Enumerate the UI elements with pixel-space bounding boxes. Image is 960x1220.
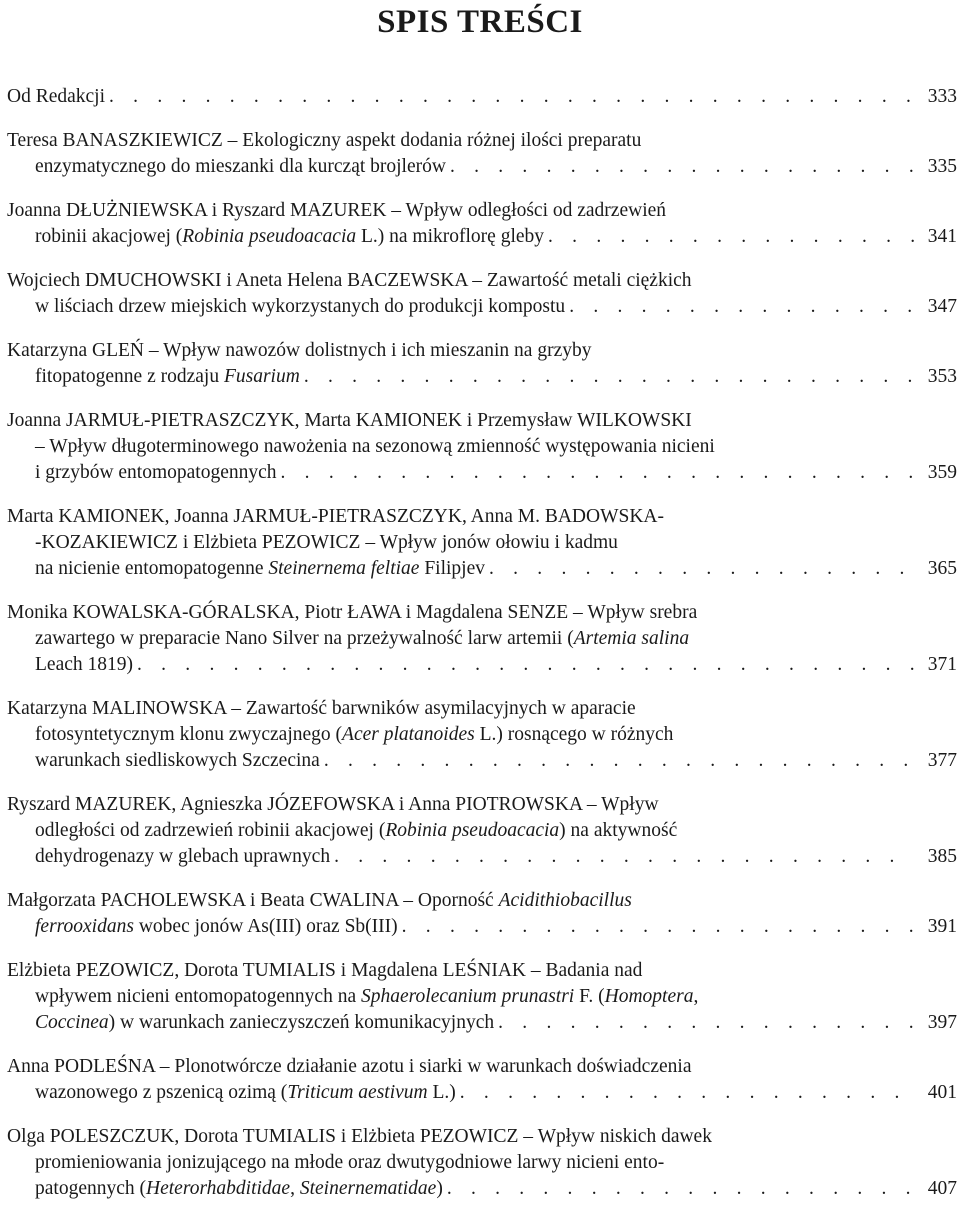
page-number: 353 [927,366,957,387]
toc-entry-text: warunkach siedliskowych Szczecina [35,750,320,771]
toc-entry[interactable] [7,128,957,180]
species-name: Coccinea [35,1012,109,1033]
toc-entry[interactable] [7,1124,957,1202]
toc-entry-last-line [7,1080,957,1106]
dot-leader [443,1176,915,1202]
dot-leader [398,914,915,940]
toc-entry-line: Elżbieta PEZOWICZ, Dorota TUMIALIS i Magdalena LEŚNIAK – Badania nad [7,960,643,981]
species-name: Fusarium [223,366,300,387]
toc-entry-last-line [7,460,957,486]
toc-entry-text: na nicienie entomopatogenne Steinernema feltiae Filipjev [35,558,485,579]
species-name: Heterorhabditidae [146,1178,291,1199]
dot-leader [446,154,915,180]
page-number: 377 [927,750,957,771]
toc-entry[interactable] [7,1054,957,1106]
page-number: 359 [927,462,957,483]
dot-leader [133,652,915,678]
dot-leader [320,748,915,774]
toc-entry-line: Teresa BANASZKIEWICZ – Ekologiczny aspekt dodania różnej ilości preparatu [7,130,642,151]
toc-entry-last-line [7,1176,957,1202]
toc-entry-line: – Wpływ długoterminowego nawożenia na sezonową zmienność występowania nicieni [35,436,715,457]
toc-entry-last-line [7,556,957,582]
toc-entry-text: i grzybów entomopatogennych [35,462,277,483]
toc-entry-line: odległości od zadrzewień robinii akacjowej (Robinia pseudoacacia) na aktywność [35,820,678,841]
page-number: 333 [927,86,957,107]
toc-entry-line: Małgorzata PACHOLEWSKA i Beata CWALINA – Oporność Acidithiobacillus [7,890,632,911]
toc-entry-text: enzymatycznego do mieszanki dla kurcząt brojlerów [35,156,446,177]
toc-entry[interactable] [7,268,957,320]
dot-leader [485,556,915,582]
page-number: 385 [927,846,957,867]
toc-entry-last-line [7,84,957,110]
toc-entry-line: Joanna JARMUŁ-PIETRASZCZYK, Marta KAMIONEK i Przemysław WILKOWSKI [7,410,692,431]
page-number: 401 [927,1082,957,1103]
toc-entry[interactable] [7,958,957,1036]
species-name: Triticum aestivum [287,1082,428,1103]
toc-entry-text: Leach 1819) [35,654,133,675]
toc-entry-last-line [7,154,957,180]
toc-entry-line: promieniowania jonizującego na młode oraz dwutygodniowe larwy nicieni ento- [35,1152,665,1173]
toc-entry[interactable] [7,338,957,390]
toc-entry-last-line [7,294,957,320]
toc-entry-last-line [7,1010,957,1036]
page-number: 335 [927,156,957,177]
toc-entry-line: Joanna DŁUŻNIEWSKA i Ryszard MAZUREK – Wpływ odległości od zadrzewień [7,200,667,221]
toc-entry-text: Od Redakcji [7,86,106,107]
page-number: 365 [927,558,957,579]
toc-entry-last-line [7,652,957,678]
toc-entry-last-line [7,844,957,870]
species-name: ferrooxidans [35,916,134,937]
dot-leader [494,1010,915,1036]
species-name: Artemia salina [573,628,690,649]
page-number: 391 [927,916,957,937]
toc-entry-line: zawartego w preparacie Nano Silver na przeżywalność larw artemii (Artemia salina [35,628,690,649]
table-of-contents [7,84,957,1220]
page-number: 347 [927,296,957,317]
species-name: Steinernematidae [299,1178,437,1199]
species-name: Steinernema feltiae [268,558,420,579]
toc-entry-text: patogennych (Heterorhabditidae, Steinernematidae) [35,1178,443,1199]
toc-entry-line: Marta KAMIONEK, Joanna JARMUŁ-PIETRASZCZYK, Anna M. BADOWSKA- [7,506,664,527]
species-name: Homoptera [604,986,694,1007]
toc-entry[interactable] [7,600,957,678]
toc-entry-text: wazonowego z pszenicą ozimą (Triticum aestivum L.) [35,1082,456,1103]
toc-entry-line: Anna PODLEŚNA – Plonotwórcze działanie azotu i siarki w warunkach doświadczenia [7,1056,692,1077]
toc-entry-line: wpływem nicieni entomopatogennych na Sphaerolecanium prunastri F. (Homoptera, [35,986,699,1007]
toc-entry-last-line [7,224,957,250]
toc-entry-text: robinii akacjowej (Robinia pseudoacacia L.) na mikroflorę gleby [35,226,545,247]
toc-entry-text: w liściach drzew miejskich wykorzystanych do produkcji kompostu [35,296,566,317]
species-name: Acer platanoides [342,724,475,745]
toc-entry[interactable] [7,408,957,486]
toc-entry-line: Monika KOWALSKA-GÓRALSKA, Piotr ŁAWA i Magdalena SENZE – Wpływ srebra [7,602,698,623]
toc-entry-text: dehydrogenazy w glebach uprawnych [35,846,331,867]
toc-entry-last-line [7,914,957,940]
dot-leader [105,84,915,110]
dot-leader [277,460,915,486]
page-number: 341 [927,226,957,247]
toc-entry[interactable] [7,84,957,110]
toc-entry-line: Katarzyna GLEŃ – Wpływ nawozów dolistnych i ich mieszanin na grzyby [7,340,592,361]
toc-entry[interactable] [7,504,957,582]
toc-entry-line: -KOZAKIEWICZ i Elżbieta PEZOWICZ – Wpływ jonów ołowiu i kadmu [35,532,618,553]
page-number: 397 [927,1012,957,1033]
dot-leader [544,224,915,250]
dot-leader [565,294,915,320]
toc-entry[interactable] [7,888,957,940]
page-number: 371 [927,654,957,675]
toc-entry-line: Wojciech DMUCHOWSKI i Aneta Helena BACZEWSKA – Zawartość metali ciężkich [7,270,692,291]
toc-entry-text: Coccinea) w warunkach zanieczyszczeń komunikacyjnych [35,1012,495,1033]
toc-entry-text: fitopatogenne z rodzaju Fusarium [35,366,300,387]
page-title: SPIS TREŚCI [377,4,583,40]
dot-leader [300,364,915,390]
toc-entry-line: Olga POLESZCZUK, Dorota TUMIALIS i Elżbieta PEZOWICZ – Wpływ niskich dawek [7,1126,712,1147]
toc-entry-last-line [7,364,957,390]
species-name: Sphaerolecanium prunastri [361,986,575,1007]
species-name: Robinia pseudoacacia [385,820,560,841]
toc-entry[interactable] [7,198,957,250]
toc-entry[interactable] [7,696,957,774]
dot-leader [330,844,915,870]
toc-entry[interactable] [7,792,957,870]
page-number: 407 [927,1178,957,1199]
species-name: Acidithiobacillus [498,890,632,911]
toc-entry-line: Katarzyna MALINOWSKA – Zawartość barwników asymilacyjnych w aparacie [7,698,636,719]
toc-entry-line: Ryszard MAZUREK, Agnieszka JÓZEFOWSKA i Anna PIOTROWSKA – Wpływ [7,794,659,815]
species-name: Robinia pseudoacacia [182,226,357,247]
toc-entry-last-line [7,748,957,774]
toc-entry-line: fotosyntetycznym klonu zwyczajnego (Acer platanoides L.) rosnącego w różnych [35,724,674,745]
toc-entry-text: ferrooxidans wobec jonów As(III) oraz Sb(III) [35,916,398,937]
dot-leader [456,1080,915,1106]
